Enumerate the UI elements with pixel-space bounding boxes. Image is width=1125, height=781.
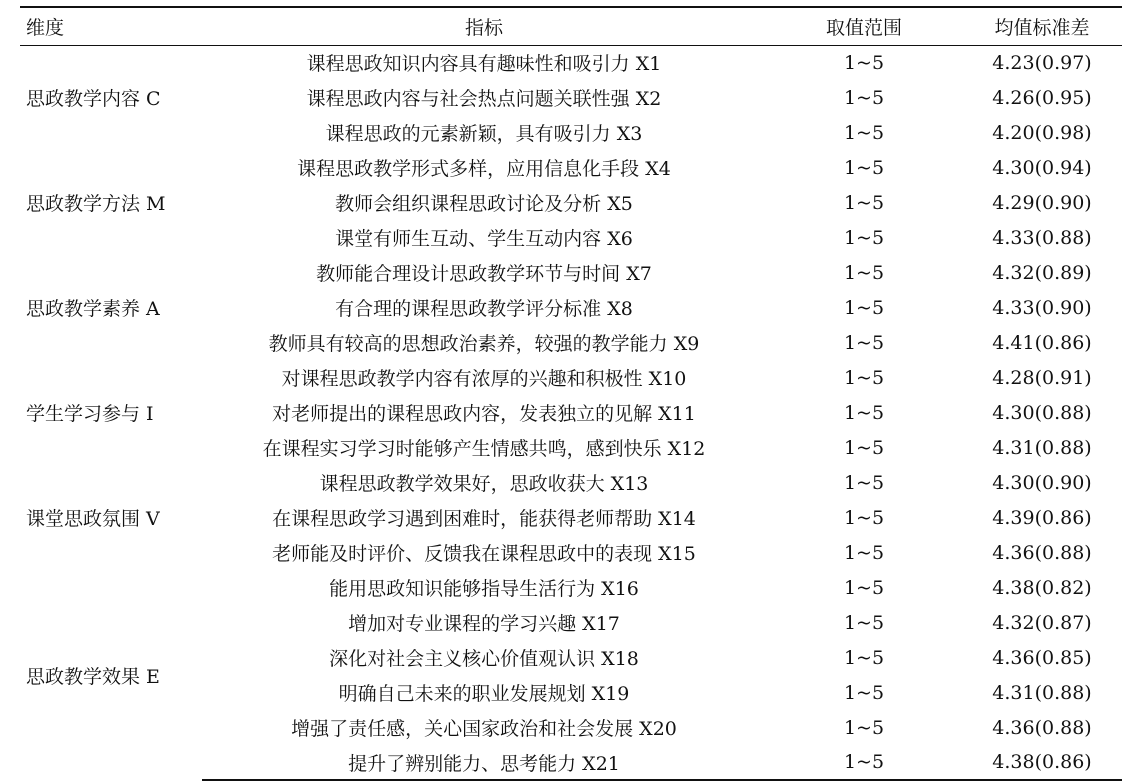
indicator-cell: 提升了辨别能力、思考能力 X21	[202, 745, 766, 780]
range-cell: 1~5	[843, 226, 885, 249]
table-row	[20, 150, 1122, 185]
range-cell: 1~5	[843, 86, 885, 109]
table-header	[20, 7, 1122, 45]
range-cell: 1~5	[766, 745, 962, 780]
header-dimension: 维度	[20, 7, 202, 45]
table-row	[20, 465, 1122, 500]
indicator-cell: 有合理的课程思政教学评分标准 X8	[335, 298, 633, 320]
indicator-cell: 增加对专业课程的学习兴趣 X17	[348, 613, 620, 635]
indicator-cell: 课堂有师生互动、学生互动内容 X6	[335, 228, 633, 250]
range-cell: 1~5	[843, 471, 885, 494]
dimension-cell: 思政教学内容 C	[26, 88, 161, 111]
range-cell: 1~5	[843, 681, 885, 704]
mean-sd-cell: 4.30(0.88)	[992, 401, 1092, 424]
range-cell: 1~5	[843, 331, 885, 354]
indicator-cell: 课程思政教学形式多样，应用信息化手段 X4	[297, 158, 671, 180]
mean-sd-cell: 4.29(0.90)	[992, 191, 1092, 214]
indicator-cell: 教师会组织课程思政讨论及分析 X5	[335, 193, 633, 215]
indicator-table	[20, 6, 1122, 781]
indicator-cell: 课程思政教学效果好，思政收获大 X13	[319, 473, 649, 495]
mean-sd-cell: 4.26(0.95)	[992, 86, 1092, 109]
mean-sd-cell: 4.36(0.88)	[992, 716, 1092, 739]
header-range: 取值范围	[766, 7, 962, 45]
range-cell: 1~5	[843, 611, 885, 634]
mean-sd-cell: 4.33(0.88)	[992, 226, 1092, 249]
mean-sd-cell: 4.32(0.89)	[992, 261, 1092, 284]
range-cell: 1~5	[843, 716, 885, 739]
indicator-cell: 在课程思政学习遇到困难时，能获得老师帮助 X14	[272, 508, 696, 530]
header-indicator: 指标	[202, 7, 766, 45]
indicator-cell: 老师能及时评价、反馈我在课程思政中的表现 X15	[272, 543, 696, 565]
header-mean-sd: 均值标准差	[962, 7, 1122, 45]
mean-sd-cell: 4.23(0.97)	[992, 51, 1092, 74]
indicator-cell: 课程思政内容与社会热点问题关联性强 X2	[306, 88, 662, 110]
dimension-cell: 思政教学方法 M	[26, 193, 166, 215]
table-body	[20, 45, 1122, 780]
range-cell: 1~5	[843, 646, 885, 669]
range-cell: 1~5	[843, 121, 885, 144]
mean-sd-cell: 4.41(0.86)	[992, 331, 1092, 354]
indicator-cell: 对老师提出的课程思政内容，发表独立的见解 X11	[272, 403, 696, 425]
range-cell: 1~5	[843, 576, 885, 599]
mean-sd-cell: 4.38(0.86)	[962, 745, 1122, 780]
table-row	[20, 570, 1122, 605]
mean-sd-cell: 4.28(0.91)	[992, 366, 1092, 389]
header-row	[20, 7, 1122, 45]
range-cell: 1~5	[843, 366, 885, 389]
indicator-cell: 深化对社会主义核心价值观认识 X18	[329, 648, 639, 670]
range-cell: 1~5	[843, 156, 885, 179]
range-cell: 1~5	[843, 296, 885, 319]
dimension-cell: 思政教学素养 A	[26, 298, 160, 320]
range-cell: 1~5	[843, 401, 885, 424]
indicator-cell: 教师具有较高的思想政治素养，较强的教学能力 X9	[268, 333, 700, 355]
mean-sd-cell: 4.38(0.82)	[992, 576, 1092, 599]
range-cell: 1~5	[843, 436, 885, 459]
mean-sd-cell: 4.30(0.90)	[992, 471, 1092, 494]
indicator-cell: 课程思政的元素新颖，具有吸引力 X3	[325, 123, 643, 145]
mean-sd-cell: 4.31(0.88)	[992, 436, 1092, 459]
dimension-cell: 思政教学效果 E	[26, 665, 160, 688]
indicator-cell: 课程思政知识内容具有趣味性和吸引力 X1	[306, 53, 662, 76]
mean-sd-cell: 4.32(0.87)	[992, 611, 1092, 634]
indicator-cell: 能用思政知识能够指导生活行为 X16	[329, 578, 639, 600]
mean-sd-cell: 4.36(0.88)	[992, 541, 1092, 564]
dimension-cell: 课堂思政氛围 V	[26, 508, 160, 530]
range-cell: 1~5	[843, 191, 885, 214]
table-row	[20, 255, 1122, 290]
indicator-cell: 明确自己未来的职业发展规划 X19	[338, 683, 630, 705]
dimension-cell: 学生学习参与 I	[26, 403, 154, 425]
mean-sd-cell: 4.31(0.88)	[992, 681, 1092, 704]
mean-sd-cell: 4.36(0.85)	[992, 646, 1092, 669]
mean-sd-cell: 4.33(0.90)	[992, 296, 1092, 319]
mean-sd-cell: 4.39(0.86)	[992, 506, 1092, 529]
range-cell: 1~5	[843, 541, 885, 564]
indicator-cell: 在课程实习学习时能够产生情感共鸣，感到快乐 X12	[262, 438, 706, 460]
table-row	[20, 45, 1122, 80]
indicator-cell: 增强了责任感，关心国家政治和社会发展 X20	[291, 718, 677, 740]
mean-sd-cell: 4.20(0.98)	[992, 121, 1092, 144]
range-cell: 1~5	[843, 506, 885, 529]
indicator-cell: 教师能合理设计思政教学环节与时间 X7	[316, 263, 652, 285]
indicator-cell: 对课程思政教学内容有浓厚的兴趣和积极性 X10	[281, 368, 687, 390]
mean-sd-cell: 4.30(0.94)	[992, 156, 1092, 179]
range-cell: 1~5	[843, 261, 885, 284]
table-row	[20, 360, 1122, 395]
range-cell: 1~5	[843, 51, 885, 74]
